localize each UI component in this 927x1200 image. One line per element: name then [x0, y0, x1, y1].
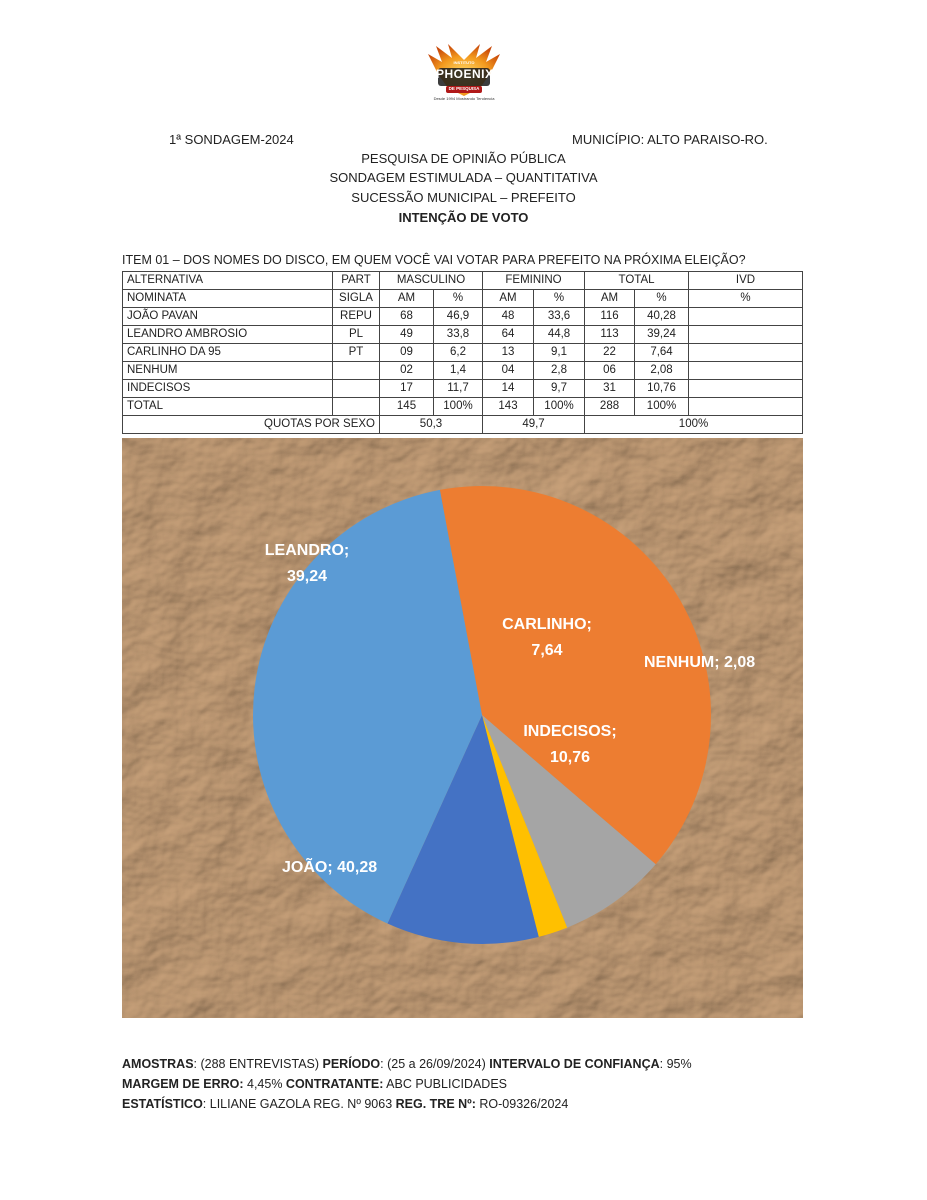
cell-name: INDECISOS	[123, 380, 333, 398]
cell-masc-pct: 11,7	[434, 380, 483, 398]
cell-ivd	[689, 380, 803, 398]
logo-name: PHOENIX	[436, 67, 494, 81]
header-line-1: PESQUISA DE OPINIÃO PÚBLICA	[361, 151, 566, 166]
col-fem-am: AM	[483, 290, 534, 308]
quotas-label: QUOTAS POR SEXO	[123, 416, 380, 434]
table-row	[123, 308, 803, 326]
quotas-fem: 49,7	[483, 416, 585, 434]
col-masc-pct: %	[434, 290, 483, 308]
table-header-row-2	[123, 290, 803, 308]
col-nominata: NOMINATA	[123, 290, 333, 308]
contratante-label: CONTRATANTE:	[285, 1077, 384, 1091]
cell-total-am: 31	[585, 380, 635, 398]
margem-label: MARGEM DE ERRO:	[122, 1077, 244, 1091]
cell-fem-pct: 9,1	[534, 344, 585, 362]
cell-sigla: PL	[333, 326, 380, 344]
cell-fem-pct: 44,8	[534, 326, 585, 344]
table-row-total	[123, 398, 803, 416]
cell-total-am: 116	[585, 308, 635, 326]
cell-total-pct: 39,24	[635, 326, 689, 344]
cell-sigla	[333, 380, 380, 398]
col-ivd-pct: %	[689, 290, 803, 308]
logo-sub-text: DE PESQUISA	[448, 86, 480, 91]
cell-total-am: 113	[585, 326, 635, 344]
quotas-total: 100%	[585, 416, 803, 434]
cell-ivd	[689, 398, 803, 416]
cell-masc-pct: 100%	[434, 398, 483, 416]
cell-name: NENHUM	[123, 362, 333, 380]
table-row	[123, 344, 803, 362]
pie-label-nenhum: NENHUM; 2,08	[644, 654, 756, 671]
pie-chart	[122, 438, 803, 1018]
cell-masc-pct: 6,2	[434, 344, 483, 362]
cell-masc-am: 09	[380, 344, 434, 362]
quotas-row	[123, 416, 803, 434]
cell-name: JOÃO PAVAN	[123, 308, 333, 326]
cell-masc-pct: 46,9	[434, 308, 483, 326]
cell-ivd	[689, 344, 803, 362]
cell-total-pct: 7,64	[635, 344, 689, 362]
cell-total-am: 22	[585, 344, 635, 362]
cell-masc-am: 145	[380, 398, 434, 416]
cell-total-pct: 40,28	[635, 308, 689, 326]
footer-line-2	[122, 1077, 507, 1091]
periodo-label: PERÍODO	[322, 1057, 381, 1071]
cell-name: TOTAL	[123, 398, 333, 416]
cell-masc-am: 17	[380, 380, 434, 398]
col-part: PART	[333, 272, 380, 290]
cell-total-pct: 2,08	[635, 362, 689, 380]
contratante-value: ABC PUBLICIDADES	[383, 1077, 508, 1091]
col-sigla: SIGLA	[333, 290, 380, 308]
header-line-3: SUCESSÃO MUNICIPAL – PREFEITO	[351, 190, 576, 205]
cell-fem-am: 64	[483, 326, 534, 344]
cell-total-pct: 10,76	[635, 380, 689, 398]
results-table	[122, 271, 803, 434]
logo-top-text: INSTITUTO	[453, 60, 475, 65]
tre-value: RO-09326/2024	[475, 1097, 569, 1111]
estatistico-value: : LILIANE GAZOLA REG. Nº 9063	[202, 1097, 396, 1111]
cell-fem-pct: 2,8	[534, 362, 585, 380]
cell-sigla	[333, 398, 380, 416]
question-text: ITEM 01 – DOS NOMES DO DISCO, EM QUEM VOCÊ VAI VOTAR PARA PREFEITO NA PRÓXIMA ELEIÇÃO?	[122, 253, 746, 267]
pie-label-carlinho: CARLINHO; 7,64	[502, 616, 592, 659]
cell-fem-am: 13	[483, 344, 534, 362]
cell-name: LEANDRO AMBROSIO	[123, 326, 333, 344]
cell-fem-am: 48	[483, 308, 534, 326]
periodo-value: : (25 a 26/09/2024)	[380, 1057, 490, 1071]
footer-line-1	[122, 1057, 692, 1071]
header-line-2: SONDAGEM ESTIMULADA – QUANTITATIVA	[329, 170, 598, 185]
cell-sigla: PT	[333, 344, 380, 362]
cell-fem-pct: 33,6	[534, 308, 585, 326]
table-header-row-1	[123, 272, 803, 290]
col-masculino: MASCULINO	[380, 272, 483, 290]
cell-fem-pct: 9,7	[534, 380, 585, 398]
cell-ivd	[689, 362, 803, 380]
estatistico-label: ESTATÍSTICO	[122, 1097, 203, 1111]
cell-total-am: 06	[585, 362, 635, 380]
cell-ivd	[689, 308, 803, 326]
footer-line-3	[122, 1097, 568, 1111]
table-row	[123, 362, 803, 380]
col-fem-pct: %	[534, 290, 585, 308]
header-line-4: INTENÇÃO DE VOTO	[398, 210, 529, 225]
col-alternativa: ALTERNATIVA	[123, 272, 333, 290]
amostras-value: : (288 ENTREVISTAS)	[193, 1057, 323, 1071]
cell-total-pct: 100%	[635, 398, 689, 416]
cell-fem-pct: 100%	[534, 398, 585, 416]
col-feminino: FEMININO	[483, 272, 585, 290]
pie-label-leandro: LEANDRO; 39,24	[264, 542, 350, 585]
col-total-pct: %	[635, 290, 689, 308]
cell-fem-am: 14	[483, 380, 534, 398]
municipality: MUNICÍPIO: ALTO PARAISO-RO.	[572, 132, 768, 147]
cell-sigla: REPU	[333, 308, 380, 326]
pie-label-indecisos: INDECISOS; 10,76	[523, 723, 617, 766]
cell-fem-am: 04	[483, 362, 534, 380]
cell-masc-pct: 33,8	[434, 326, 483, 344]
amostras-label: AMOSTRAS	[122, 1057, 194, 1071]
table-row	[123, 380, 803, 398]
logo	[418, 40, 510, 112]
pie-label-joo: JOÃO; 40,28	[282, 859, 378, 876]
intervalo-value: : 95%	[659, 1057, 692, 1071]
svg-text:Desde 1994 Mostrando Tendencia: Desde 1994 Mostrando Tendencia	[433, 96, 495, 101]
cell-sigla	[333, 362, 380, 380]
col-total: TOTAL	[585, 272, 689, 290]
tre-label: REG. TRE Nº:	[395, 1097, 476, 1111]
intervalo-label: INTERVALO DE CONFIANÇA	[489, 1057, 660, 1071]
col-total-am: AM	[585, 290, 635, 308]
cell-masc-am: 49	[380, 326, 434, 344]
cell-name: CARLINHO DA 95	[123, 344, 333, 362]
cell-ivd	[689, 326, 803, 344]
margem-value: 4,45%	[243, 1077, 286, 1091]
cell-masc-am: 02	[380, 362, 434, 380]
pie-chart-area	[122, 438, 803, 1018]
cell-masc-am: 68	[380, 308, 434, 326]
cell-total-am: 288	[585, 398, 635, 416]
quotas-masc: 50,3	[380, 416, 483, 434]
survey-number: 1ª SONDAGEM-2024	[169, 132, 294, 147]
cell-masc-pct: 1,4	[434, 362, 483, 380]
table-row	[123, 326, 803, 344]
cell-fem-am: 143	[483, 398, 534, 416]
col-ivd: IVD	[689, 272, 803, 290]
col-masc-am: AM	[380, 290, 434, 308]
